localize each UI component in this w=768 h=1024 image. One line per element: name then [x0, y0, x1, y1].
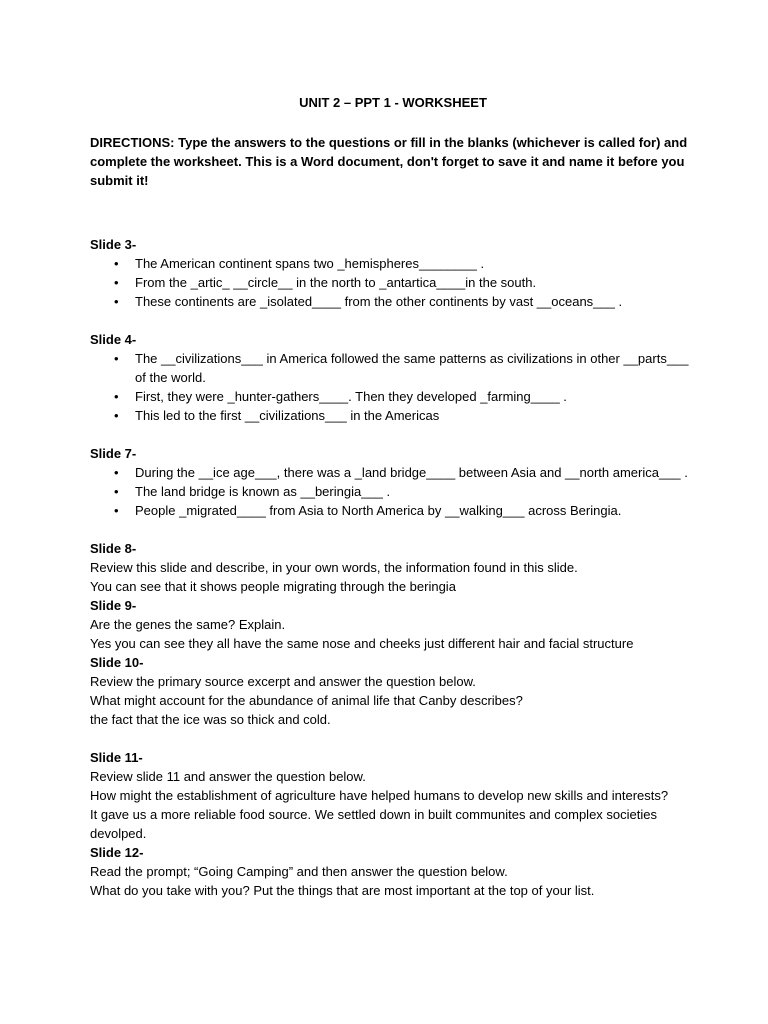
slide-8-prompt: Review this slide and describe, in your own words, the information found in this slide. — [90, 560, 578, 575]
list-item-text: The American continent spans two _hemispheres________ . — [135, 256, 485, 271]
slide-12-question: What do you take with you? Put the things that are most important at the top of your list. — [90, 883, 595, 898]
list-item-text: During the __ice age___, there was a _land bridge____ between Asia and __north america___ . — [135, 465, 688, 480]
slide-7-section — [90, 444, 690, 520]
slide-11-answer: It gave us a more reliable food source. We settled down in built communites and complex societies devolped. — [90, 807, 657, 841]
slide-7-heading: Slide 7- — [90, 446, 137, 461]
slide-4-bullets — [90, 349, 690, 425]
list-item — [90, 292, 690, 311]
list-item-text: From the _artic_ __circle__ in the north to _antartica____in the south. — [135, 275, 537, 290]
list-item-text: People _migrated____ from Asia to North America by __walking___ across Beringia. — [135, 503, 622, 518]
slide-10-answer: the fact that the ice was so thick and cold. — [90, 712, 331, 727]
slide-11-section — [90, 748, 690, 843]
slide-7-bullets — [90, 463, 690, 520]
page-title: UNIT 2 – PPT 1 - WORKSHEET — [299, 95, 487, 110]
list-item — [90, 463, 690, 482]
slide-8-heading: Slide 8- — [90, 541, 137, 556]
list-item — [90, 273, 690, 292]
directions-paragraph: DIRECTIONS: Type the answers to the questions or fill in the blanks (whichever is called for) and complete the worksheet. This is a Word document, don't forget to save it and name it before you submit it! — [90, 135, 688, 188]
list-item-text: First, they were _hunter-gathers____. Then they developed _farming____ . — [135, 389, 567, 404]
slide-12-prompt: Read the prompt; “Going Camping” and then answer the question below. — [90, 864, 508, 879]
slide-10-heading: Slide 10- — [90, 655, 144, 670]
list-item-text: The land bridge is known as __beringia___ . — [135, 484, 391, 499]
bullet-icon: • — [114, 484, 119, 499]
slide-12-heading: Slide 12- — [90, 845, 144, 860]
bullet-icon: • — [114, 275, 119, 290]
list-item-text: The __civilizations___ in America followed the same patterns as civilizations in other __parts___ of the world. — [135, 351, 689, 385]
slide-10-question: What might account for the abundance of animal life that Canby describes? — [90, 693, 523, 708]
slide-10-prompt: Review the primary source excerpt and answer the question below. — [90, 674, 476, 689]
list-item — [90, 349, 690, 387]
slide-9-heading: Slide 9- — [90, 598, 137, 613]
slide-11-prompt: Review slide 11 and answer the question below. — [90, 769, 366, 784]
spacer — [90, 729, 690, 748]
bullet-icon: • — [114, 389, 119, 404]
list-item — [90, 387, 690, 406]
spacer — [90, 520, 690, 539]
spacer — [90, 425, 690, 444]
list-item — [90, 406, 690, 425]
bullet-icon: • — [114, 408, 119, 423]
slide-3-bullets — [90, 254, 690, 311]
slide-8-section — [90, 539, 690, 596]
slide-10-section — [90, 653, 690, 729]
bullet-icon: • — [114, 503, 119, 518]
slide-9-section — [90, 596, 690, 653]
bullet-icon: • — [114, 256, 119, 271]
bullet-icon: • — [114, 465, 119, 480]
list-item — [90, 482, 690, 501]
slide-3-section — [90, 235, 690, 311]
slide-4-section — [90, 330, 690, 425]
worksheet-page — [90, 93, 690, 900]
slide-11-question: How might the establishment of agriculture have helped humans to develop new skills and interests? — [90, 788, 669, 803]
slide-4-heading: Slide 4- — [90, 332, 137, 347]
slide-11-heading: Slide 11- — [90, 750, 143, 765]
spacer — [90, 311, 690, 330]
list-item-text: These continents are _isolated____ from the other continents by vast __oceans___ . — [135, 294, 623, 309]
slide-12-section — [90, 843, 690, 900]
list-item-text: This led to the first __civilizations___ in the Americas — [135, 408, 440, 423]
list-item — [90, 254, 690, 273]
slide-8-answer: You can see that it shows people migrating through the beringia — [90, 579, 456, 594]
slide-3-heading: Slide 3- — [90, 237, 137, 252]
slide-9-answer: Yes you can see they all have the same nose and cheeks just different hair and facial structure — [90, 636, 634, 651]
list-item — [90, 501, 690, 520]
bullet-icon: • — [114, 351, 119, 366]
bullet-icon: • — [114, 294, 119, 309]
slide-9-prompt: Are the genes the same? Explain. — [90, 617, 286, 632]
